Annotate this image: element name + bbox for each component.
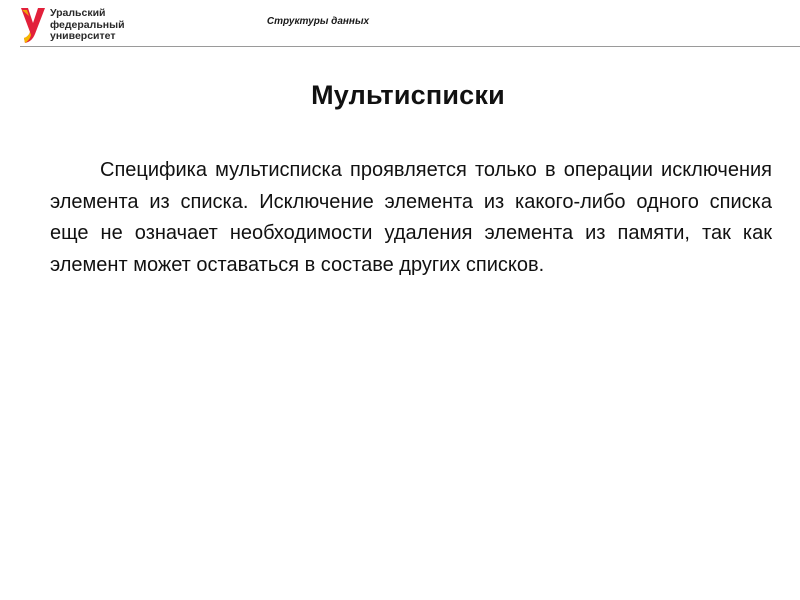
logo-line-1: Уральский bbox=[50, 7, 106, 19]
logo-line-3: университет bbox=[50, 30, 116, 42]
slide-title: Мультисписки bbox=[311, 80, 505, 110]
course-subject: Структуры данных bbox=[266, 16, 370, 27]
slide-body-paragraph: Специфика мультисписка проявляется только в операции исключения элемента из списка. Исключение элемента из какого-либо одного списка еще не означает необходимости удаления элемента из памяти, так как элемент может оставаться в составе других списков. bbox=[50, 159, 772, 276]
logo-line-2: федеральный bbox=[50, 18, 125, 31]
header-divider bbox=[20, 46, 800, 47]
